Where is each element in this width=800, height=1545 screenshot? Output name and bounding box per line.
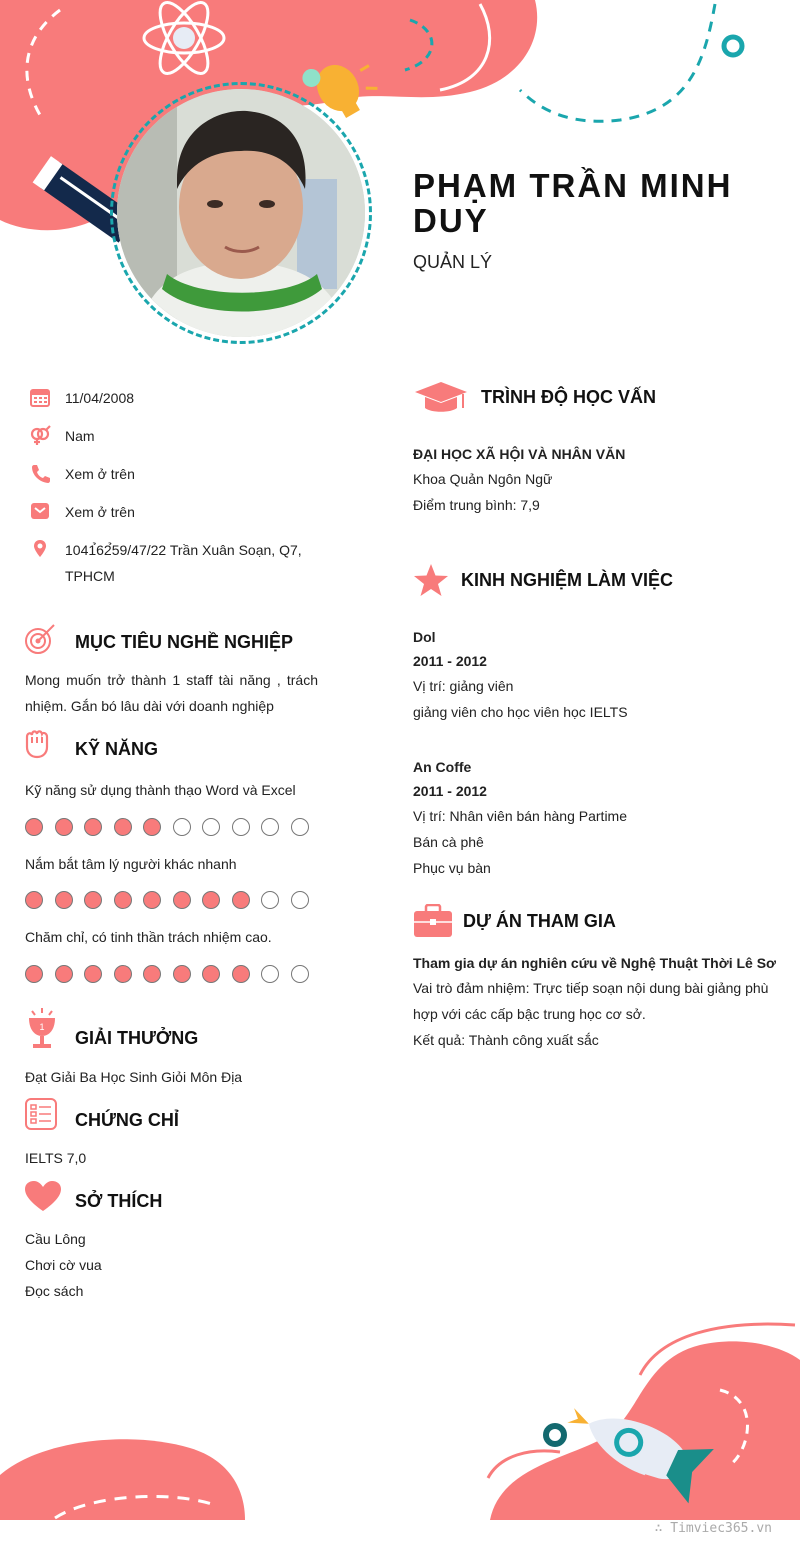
skill-rating <box>25 965 325 985</box>
target-icon <box>24 622 58 656</box>
project-role: Vai trò đảm nhiệm: Trực tiếp soạn nội dung bài giảng phù hợp với các cấp bậc trung học cơ sở. <box>413 980 769 1022</box>
rating-dot-empty <box>261 818 279 836</box>
rating-dot-empty <box>202 818 220 836</box>
gender-icon <box>29 424 51 446</box>
education-gpa: Điểm trung bình: 7,9 <box>413 497 540 513</box>
job-description: Bán cà phê <box>413 834 484 850</box>
rating-dot-filled <box>55 965 73 983</box>
fist-icon <box>24 729 50 761</box>
rating-dot-empty <box>261 891 279 909</box>
objective-title: MỤC TIÊU NGHỀ NGHIỆP <box>75 632 294 652</box>
job-description: Phục vụ bàn <box>413 860 491 876</box>
email-icon <box>29 500 51 522</box>
bottom-left-blob <box>0 1439 245 1520</box>
rating-dot-filled <box>25 965 43 983</box>
teal-ring-decoration <box>724 37 742 55</box>
email-text: Xem ở trên <box>65 504 135 520</box>
rating-dot-filled <box>232 891 250 909</box>
candidate-name: PHẠM TRẦN MINH DUY <box>413 167 733 239</box>
education-school: ĐẠI HỌC XÃ HỘI VÀ NHÂN VĂN <box>413 446 626 462</box>
skill-name: Kỹ năng sử dụng thành thạo Word và Excel <box>25 782 296 798</box>
job-description: giảng viên cho học viên học IELTS <box>413 704 628 720</box>
rating-dot-filled <box>84 965 102 983</box>
rating-dot-empty <box>291 965 309 983</box>
job-period: 2011 - 2012 <box>413 783 487 799</box>
rating-dot-filled <box>114 965 132 983</box>
location-pin-icon <box>29 538 51 560</box>
briefcase-icon <box>413 904 453 938</box>
hobbies-title: SỞ THÍCH <box>75 1191 163 1211</box>
education-major: Khoa Quản Ngôn Ngữ <box>413 471 553 487</box>
project-name: Tham gia dự án nghiên cứu về Nghệ Thuật Thời Lê Sơ <box>413 955 776 971</box>
rating-dot-filled <box>143 818 161 836</box>
rating-dot-empty <box>232 818 250 836</box>
job-period: 2011 - 2012 <box>413 653 487 669</box>
certificates-title: CHỨNG CHỈ <box>75 1110 179 1130</box>
skill-rating <box>25 818 325 838</box>
hobby-item: Chơi cờ vua <box>25 1257 102 1273</box>
hobby-item: Cầu Lông <box>25 1231 86 1247</box>
rating-dot-filled <box>114 891 132 909</box>
rating-dot-empty <box>291 818 309 836</box>
rating-dot-filled <box>25 891 43 909</box>
svg-text:1: 1 <box>39 1022 45 1032</box>
skill-name: Chăm chỉ, có tinh thần trách nhiệm cao. <box>25 929 272 945</box>
rating-dot-empty <box>291 891 309 909</box>
rating-dot-empty <box>173 818 191 836</box>
projects-title: DỰ ÁN THAM GIA <box>463 911 616 931</box>
awards-text: Đạt Giải Ba Học Sinh Giỏi Môn Địa <box>25 1069 243 1085</box>
job-company: An Coffe <box>413 759 472 775</box>
experience-title: KINH NGHIỆM LÀM VIỆC <box>461 570 674 590</box>
checklist-icon <box>24 1097 58 1131</box>
rating-dot-filled <box>202 965 220 983</box>
address-text: 1041̉62̉59/47/22 Trần Xuân Soạn, Q7, TPHCM <box>65 542 302 584</box>
graduation-cap-icon <box>413 380 469 414</box>
heart-icon <box>24 1180 62 1212</box>
rating-dot-filled <box>84 818 102 836</box>
rating-dot-filled <box>143 965 161 983</box>
rating-dot-filled <box>173 891 191 909</box>
objective-text: Mong muốn trở thành 1 staff tài năng , trách nhiệm. Gắn bó lâu dài với doanh nghiệp <box>25 672 318 714</box>
rating-dot-empty <box>261 965 279 983</box>
phone-text: Xem ở trên <box>65 466 135 482</box>
rating-dot-filled <box>25 818 43 836</box>
job-position: Vị trí: giảng viên <box>413 678 514 694</box>
gender-text: Nam <box>65 428 95 444</box>
rating-dot-filled <box>143 891 161 909</box>
skill-name: Nắm bắt tâm lý người khác nhanh <box>25 856 237 872</box>
rating-dot-filled <box>55 818 73 836</box>
teal-ring-bottom <box>546 1426 564 1444</box>
rating-dot-filled <box>173 965 191 983</box>
star-icon <box>413 563 449 597</box>
phone-icon <box>29 462 51 484</box>
skill-rating <box>25 891 325 911</box>
candidate-role: QUẢN LÝ <box>413 252 493 272</box>
rating-dot-filled <box>114 818 132 836</box>
certificates-text: IELTS 7,0 <box>25 1150 87 1166</box>
avatar-photo <box>117 89 365 337</box>
education-title: TRÌNH ĐỘ HỌC VẤN <box>481 387 656 407</box>
awards-title: GIẢI THƯỞNG <box>75 1028 199 1048</box>
job-company: Dol <box>413 629 436 645</box>
project-result: Kết quả: Thành công xuất sắc <box>413 1032 599 1048</box>
trophy-icon <box>25 1008 59 1052</box>
rating-dot-filled <box>202 891 220 909</box>
dashed-trail-top-right <box>520 4 715 121</box>
calendar-icon <box>29 386 51 408</box>
birthday-text: 11/04/2008 <box>65 390 135 406</box>
skills-title: KỸ NĂNG <box>75 739 159 759</box>
rating-dot-filled <box>55 891 73 909</box>
rating-dot-filled <box>84 891 102 909</box>
hobby-item: Đọc sách <box>25 1283 84 1299</box>
watermark-text: ∴ Timviec365.vn <box>654 1521 772 1536</box>
rating-dot-filled <box>232 965 250 983</box>
job-position: Vị trí: Nhân viên bán hàng Partime <box>413 808 628 824</box>
